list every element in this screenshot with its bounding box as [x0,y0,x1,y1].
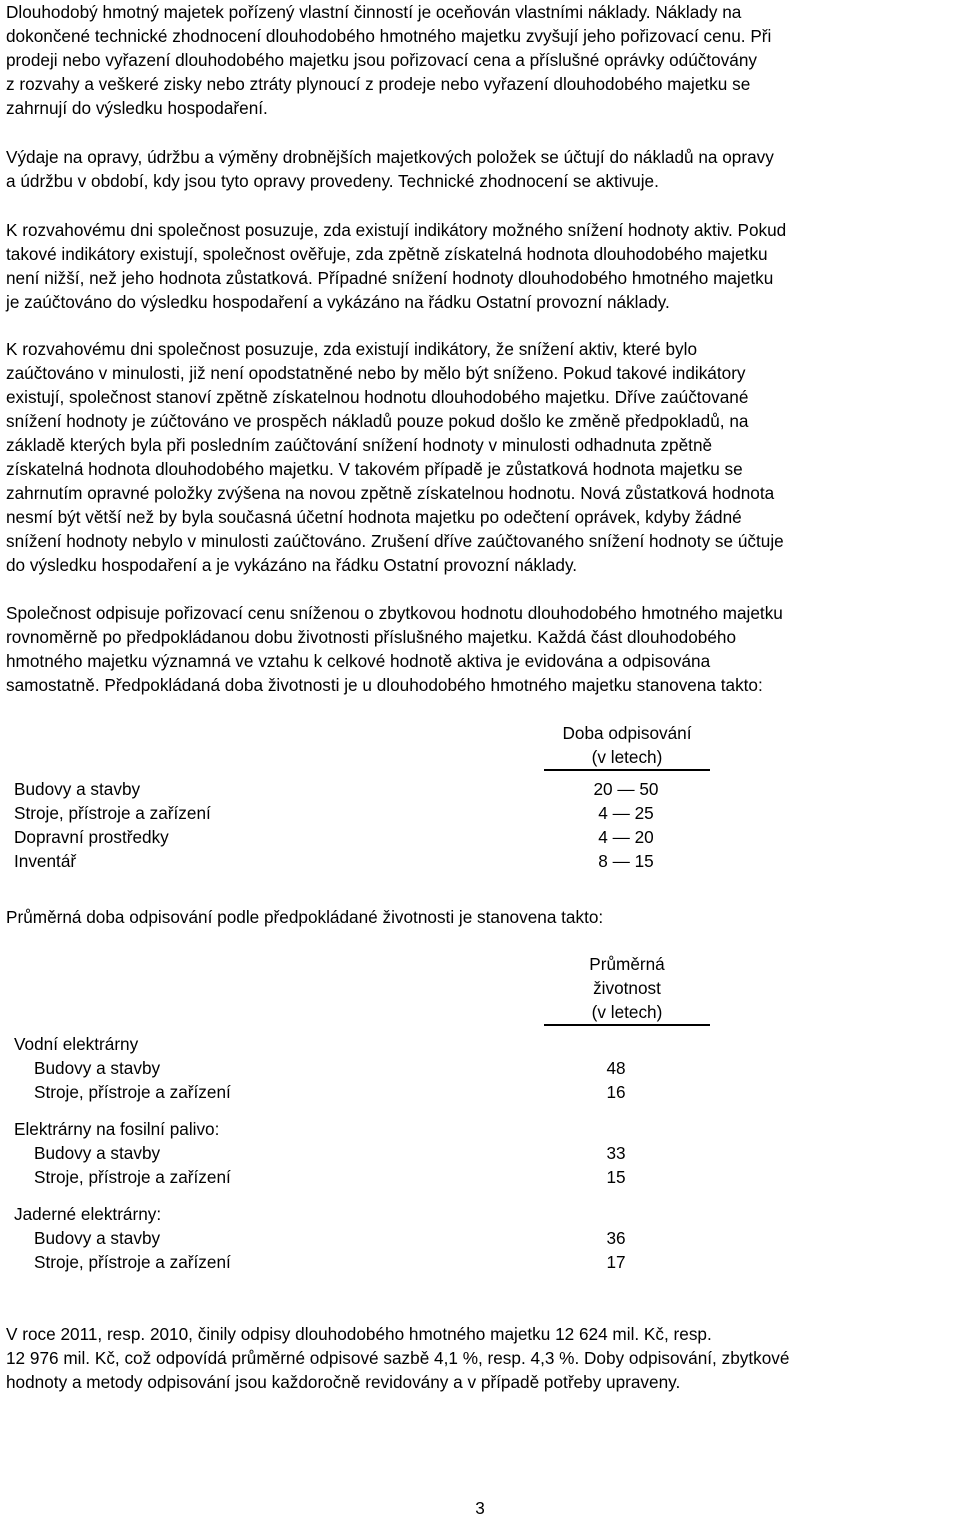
text-line: zahrnutím opravné položky zvýšena na novou zpětně získatelnou hodnotu. Nová zůstatková hodnota [6,483,775,503]
table1-header-rule [544,769,710,771]
text-line: hodnoty a metody odpisování jsou každoročně revidovány a v případě potřeby upraveny. [6,1372,681,1392]
text-line: snížení hodnoty je zúčtováno ve prospěch nákladů pouze pokud došlo ke změně předpokladů, na [6,411,749,431]
text-line: nesmí být větší než by byla současná účetní hodnota majetku po odečtení oprávek, kdyby žádné [6,507,742,527]
table-row-label: Stroje, přístroje a zařízení [34,1252,231,1272]
table-row-label: Stroje, přístroje a zařízení [14,803,211,823]
text-line: je zaúčtováno do výsledku hospodaření a vykázáno na řádku Ostatní provozní náklady. [6,292,670,312]
table-group-title: Vodní elektrárny [14,1034,139,1054]
table-header-line: životnost [593,978,661,998]
table2-header-rule [544,1024,710,1026]
table-header-line: Průměrná [589,954,665,974]
table-row-value: 4 — 20 [598,827,654,847]
text-line: K rozvahovému dni společnost posuzuje, zda existují indikátory možného snížení hodnoty aktiv. Pokud [6,220,787,240]
paragraph-impairment-indicators [6,218,960,314]
text-line: zahrnují do výsledku hospodaření. [6,98,268,118]
table-row-value: 33 [606,1143,626,1163]
table-row-label: Dopravní prostředky [14,827,169,847]
paragraph-depreciation [6,601,960,697]
text-line: takové indikátory existují, společnost ověřuje, zda zpětně získatelná hodnota dlouhodobého majetku [6,244,768,264]
table-row-value: 48 [606,1058,626,1078]
table-group-title: Jaderné elektrárny: [14,1204,162,1224]
table-row-value: 20 — 50 [593,779,659,799]
paragraph-average-lifetime [6,905,960,929]
text-line: z rozvahy a veškeré zisky nebo ztráty plynoucí z prodeje nebo vyřazení dlouhodobého majetku se [6,74,751,94]
paragraph-impairment-reversal [6,337,960,577]
text-line: získatelná hodnota dlouhodobého majetku. V takovém případě je zůstatková hodnota majetku se [6,459,743,479]
table-row-label: Stroje, přístroje a zařízení [34,1082,231,1102]
text-line: samostatně. Předpokládaná doba životnosti je u dlouhodobého hmotného majetku stanovena takto: [6,675,763,695]
text-line: prodeji nebo vyřazení dlouhodobého majetku jsou pořizovací cena a příslušné oprávky odúčtovány [6,50,757,70]
text-line: 12 976 mil. Kč, což odpovídá průměrné odpisové sazbě 4,1 %, resp. 4,3 %. Doby odpisování, zbytkové [6,1348,790,1368]
table-row-label: Budovy a stavby [34,1143,161,1163]
table1-header [546,721,708,769]
paragraph-repairs [6,145,960,193]
text-line: není nižší, než jeho hodnota zůstatková. Případné snížení hodnoty dlouhodobého hmotného majetku [6,268,774,288]
table-row-value: 8 — 15 [598,851,654,871]
table-group-title: Elektrárny na fosilní palivo: [14,1119,220,1139]
table-row-value: 16 [606,1082,626,1102]
text-line: Výdaje na opravy, údržbu a výměny drobnějších majetkových položek se účtují do nákladů na opravy [6,147,774,167]
text-line: V roce 2011, resp. 2010, činily odpisy dlouhodobého hmotného majetku 12 624 mil. Kč, resp. [6,1324,712,1344]
text-line: dokončené technické zhodnocení dlouhodobého hmotného majetku zvyšují jeho pořizovací cenu. Při [6,26,772,46]
table-row-value: 17 [606,1252,626,1272]
table-header-line: (v letech) [591,1002,663,1022]
table-row-label: Budovy a stavby [34,1228,161,1248]
text-line: snížení hodnoty nebylo v minulosti zaúčtováno. Zrušení dříve zaúčtovaného snížení hodnoty se účtuje [6,531,784,551]
text-line: Průměrná doba odpisování podle předpokládané životnosti je stanovena takto: [6,907,604,927]
table-header-line: Doba odpisování [562,723,692,743]
text-line: existují, společnost stanoví zpětně získatelnou hodnotu dlouhodobého majetku. Dříve zaúčtované [6,387,749,407]
text-line: K rozvahovému dni společnost posuzuje, zda existují indikátory, že snížení aktiv, které bylo [6,339,698,359]
table-row-label: Stroje, přístroje a zařízení [34,1167,231,1187]
text-line: do výsledku hospodaření a je vykázáno na řádku Ostatní provozní náklady. [6,555,578,575]
table-row-value: 4 — 25 [598,803,654,823]
text-line: rovnoměrně po předpokládanou dobu životnosti příslušného majetku. Každá část dlouhodobého [6,627,737,647]
page-number: 3 [475,1498,485,1518]
table-row-value: 36 [606,1228,626,1248]
paragraph-depreciation-2011 [6,1322,960,1394]
table2-header [546,952,708,1024]
table-row-label: Budovy a stavby [34,1058,161,1078]
text-line: základě kterých byla při posledním zaúčtování snížení hodnoty v minulosti odhadnuta zpětně [6,435,713,455]
table-row-label: Budovy a stavby [14,779,141,799]
table-row-value: 15 [606,1167,626,1187]
paragraph-acquisition-cost [6,0,960,120]
text-line: zaúčtováno v minulosti, již není opodstatněné nebo by mělo být sníženo. Pokud takové indikátory [6,363,746,383]
table-header-line: (v letech) [591,747,663,767]
text-line: Dlouhodobý hmotný majetek pořízený vlastní činností je oceňován vlastními náklady. Náklady na [6,2,742,22]
text-line: a údržbu v období, kdy jsou tyto opravy provedeny. Technické zhodnocení se aktivuje. [6,171,659,191]
text-line: hmotného majetku významná ve vztahu k celkové hodnotě aktiva je evidována a odpisována [6,651,711,671]
text-line: Společnost odpisuje pořizovací cenu sníženou o zbytkovou hodnotu dlouhodobého hmotného majetku [6,603,783,623]
table-row-label: Inventář [14,851,77,871]
